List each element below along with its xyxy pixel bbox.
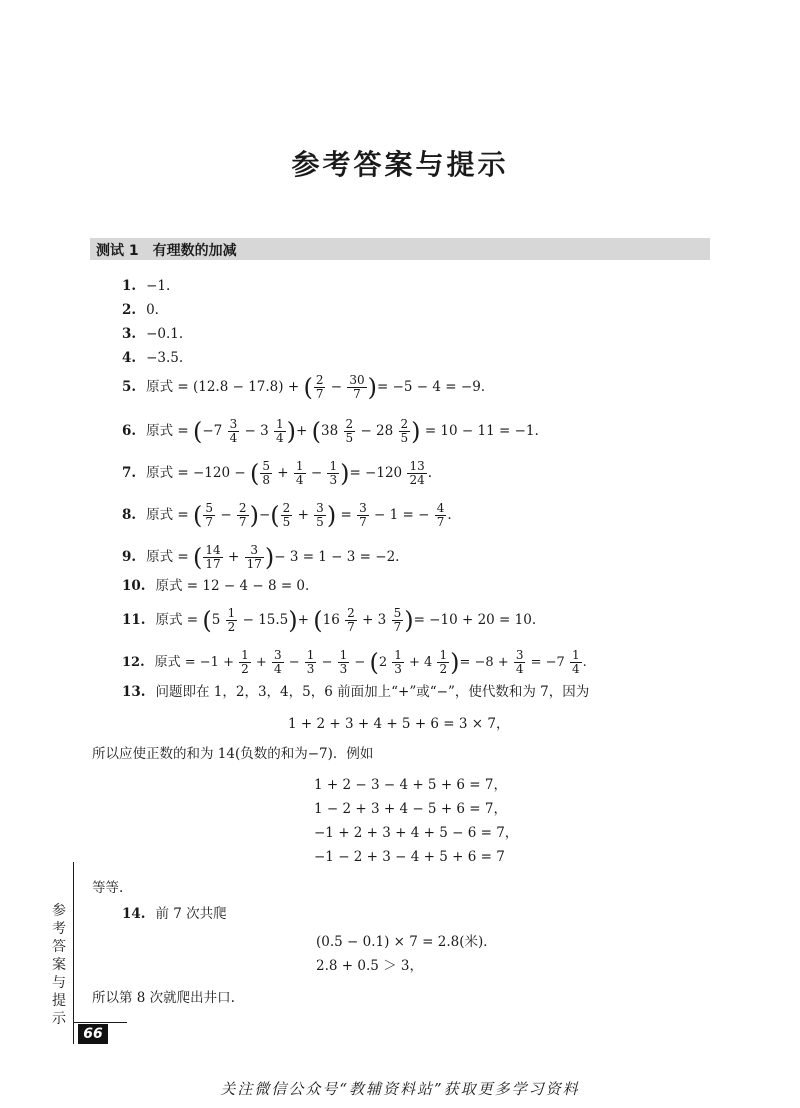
- answer-6: 6. 原式 = (−7 $\frac{3}{4}$ − 3 $\frac{1}{4}$ )+ (38 $\frac{2}{5}$ − 28 $\frac{2}{5}$ ) = 10 − 11 = −1.: [122, 417, 539, 446]
- answer-1: 1. −1.: [122, 278, 171, 294]
- fraction: $\frac{2}{7}$: [315, 373, 324, 401]
- answer-12: 12. 原式 = −1 + $\frac{1}{2}$ + $\frac{3}{4}$ − $\frac{1}{3}$ − $\frac{1}{3}$ − (2 $\frac{1}{3}$ + 4 $\frac{1}{2}$ )= −8 + $\frac{3}{4}$ = −7 $\frac{1}{4}$ .: [122, 648, 587, 677]
- answer-13-example-4: −1 − 2 + 3 − 4 + 5 + 6 = 7: [314, 849, 505, 865]
- answer-13-example-1: 1 + 2 − 3 − 4 + 5 + 6 = 7，: [314, 777, 507, 793]
- answer-9: 9. 原式 = ( $\frac{14}{17}$ + $\frac{3}{17}$ )− 3 = 1 − 3 = −2.: [122, 543, 400, 572]
- answer-11: 11. 原式 = (5 $\frac{1}{2}$ − 15.5)+ (16 $\frac{2}{7}$ + 3 $\frac{5}{7}$ )= −10 + 20 = 10.: [122, 606, 537, 635]
- answer-8: 8. 原式 = ( $\frac{5}{7}$ − $\frac{2}{7}$ )−( $\frac{2}{5}$ + $\frac{3}{5}$ ) = $\frac{3}{7}$ − 1 = − $\frac{4}{7}$ .: [122, 501, 452, 530]
- answer-7: 7. 原式 = −120 − ( $\frac{5}{8}$ + $\frac{1}{4}$ − $\frac{1}{3}$ )= −120 $\frac{13}{24}$ .: [122, 459, 433, 488]
- answer-2: 2. 0.: [122, 302, 159, 318]
- answer-13-etc: 等等.: [92, 880, 124, 896]
- answer-14: 14. 前 7 次共爬: [122, 906, 227, 922]
- answer-13: 13. 问题即在 1，2，3，4，5，6 前面加上“+”或“−”，使代数和为 7，因为: [122, 684, 590, 700]
- answer-14-equation-1: (0.5 − 0.1) × 7 = 2.8(米)．: [316, 934, 497, 950]
- fraction: $\frac{30}{7}$: [349, 373, 365, 401]
- footer-watermark-text: 关注微信公众号“教辅资料站”获取更多学习资料: [220, 1080, 580, 1098]
- answer-13-explanation: 所以应使正数的和为 14(负数的和为−7)．例如: [92, 746, 374, 762]
- section-title: 测试 1 有理数的加减: [96, 243, 237, 259]
- side-chapter-label: 参考答案与提示: [52, 903, 66, 1027]
- answer-3: 3. −0.1.: [122, 326, 184, 342]
- answer-10: 10. 原式 = 12 − 4 − 8 = 0.: [122, 578, 310, 594]
- answer-13-example-2: 1 − 2 + 3 + 4 − 5 + 6 = 7，: [314, 801, 507, 817]
- page-title: 参考答案与提示: [291, 148, 509, 181]
- answer-14-equation-2: 2.8 + 0.5 ＞ 3，: [316, 958, 424, 974]
- page-number: 66: [78, 1024, 108, 1044]
- answer-5: 5. 原式 = (12.8 − 17.8) + ( $\frac{2}{7}$ − $\frac{30}{7}$ )= −5 − 4 = −9.: [122, 373, 486, 402]
- page-number-rule: [73, 1022, 127, 1023]
- answer-4: 4. −3.5.: [122, 350, 184, 366]
- margin-rule: [73, 862, 74, 1044]
- answer-13-equation: 1 + 2 + 3 + 4 + 5 + 6 = 3 × 7，: [288, 716, 510, 732]
- answer-13-example-3: −1 + 2 + 3 + 4 + 5 − 6 = 7，: [314, 825, 519, 841]
- answer-14-conclusion: 所以第 8 次就爬出井口.: [92, 990, 235, 1006]
